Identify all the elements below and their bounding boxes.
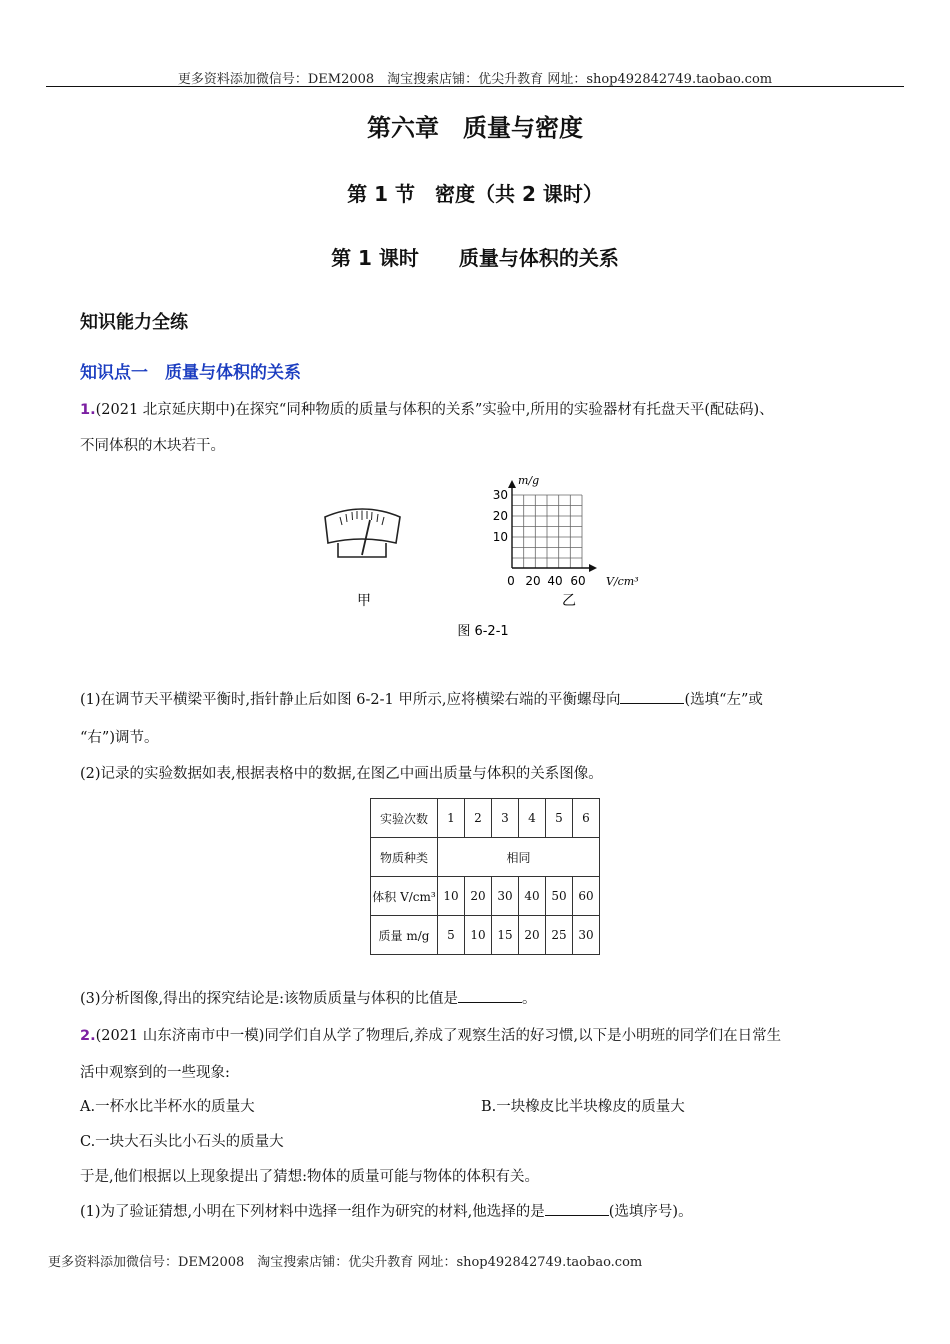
table-cell: 20: [465, 877, 492, 916]
figure-caption: 图 6-2-1: [457, 624, 509, 639]
q2-option-c: C.一块大石头比小石头的质量大: [80, 1134, 284, 1150]
q2-number: 2.: [80, 1028, 96, 1044]
table-cell: 30: [492, 877, 519, 916]
lesson-title: 第 1 课时 质量与体积的关系: [331, 246, 619, 270]
q2-stem-line1: [80, 1024, 781, 1045]
header-divider: [46, 86, 904, 87]
q2-stem-text: (2021 山东济南市中一模)同学们自从学了物理后,养成了观察生活的好习惯,以下是小明班的同学们在日常生: [95, 1028, 782, 1044]
y-axis-label: m/g: [518, 474, 540, 487]
table-cell: 2: [465, 799, 492, 838]
x-tick-0: 0: [507, 574, 515, 588]
chapter-title: 第六章 质量与密度: [367, 114, 583, 142]
table-header-volume: 体积 V/cm³: [371, 877, 438, 916]
table-cell: 3: [492, 799, 519, 838]
table-header-mass: 质量 m/g: [371, 916, 438, 955]
table-cell: 40: [519, 877, 546, 916]
q1-stem-line2: 不同体积的木块若干。: [80, 438, 225, 454]
q1-sub3: [80, 987, 537, 1008]
table-cell: 60: [573, 877, 600, 916]
y-tick-20: 20: [492, 509, 508, 523]
table-cell: 20: [519, 916, 546, 955]
q2-sub1-text-tail: (选填序号)。: [608, 1204, 693, 1220]
section-heading: 知识能力全练: [80, 312, 188, 333]
table-header-substance: 物质种类: [371, 838, 438, 877]
table-cell: 10: [465, 916, 492, 955]
q2-option-a: A.一杯水比半杯水的质量大: [80, 1099, 255, 1115]
x-tick-20: 20: [525, 574, 541, 588]
table-cell: 25: [546, 916, 573, 955]
table-cell: 30: [573, 916, 600, 955]
table-cell: 50: [546, 877, 573, 916]
table-cell: 4: [519, 799, 546, 838]
experiment-data-table: [370, 798, 600, 955]
answer-blank-q1-3[interactable]: [458, 988, 522, 1003]
knowledge-point-heading: 知识点一 质量与体积的关系: [80, 363, 301, 383]
figure-label-jia: 甲: [357, 593, 371, 609]
q2-conjecture: 于是,他们根据以上现象提出了猜想:物体的质量可能与物体的体积有关。: [80, 1169, 539, 1185]
table-cell: 10: [438, 877, 465, 916]
table-row: [371, 877, 600, 916]
y-tick-30: 30: [492, 488, 508, 502]
balance-pointer: [362, 520, 370, 555]
page-footer: 更多资料添加微信号：DEM2008 淘宝搜索店铺：优尖升教育 网址：shop492842749.taobao.com: [48, 1255, 643, 1270]
q2-stem-line2: 活中观察到的一些现象:: [80, 1065, 230, 1081]
table-cell: 6: [573, 799, 600, 838]
table-row: [371, 838, 600, 877]
table-cell: 1: [438, 799, 465, 838]
table-cell: 5: [546, 799, 573, 838]
figure-label-yi: 乙: [562, 593, 576, 609]
table-cell-substance: 相同: [438, 838, 600, 877]
answer-blank-q1-1[interactable]: [620, 689, 684, 704]
figure-6-2-1: [300, 465, 650, 645]
q1-sub1-line2: “右”)调节。: [80, 730, 159, 746]
x-axis-label: V/cm³: [606, 575, 639, 588]
table-header-trial: 实验次数: [371, 799, 438, 838]
q2-sub1-text: (1)为了验证猜想,小明在下列材料中选择一组作为研究的材料,他选择的是: [80, 1204, 545, 1220]
q1-stem-line1: [80, 398, 774, 419]
table-row: [371, 799, 600, 838]
answer-blank-q2-1[interactable]: [545, 1201, 609, 1216]
q2-sub1: [80, 1200, 693, 1221]
q2-option-b: B.一块橡皮比半块橡皮的质量大: [481, 1099, 685, 1115]
q1-sub1-text: (1)在调节天平横梁平衡时,指针静止后如图 6-2-1 甲所示,应将横梁右端的平衡螺母向: [80, 692, 621, 708]
x-tick-60: 60: [570, 574, 586, 588]
y-tick-10: 10: [492, 530, 508, 544]
q1-sub1-text-tail: (选填“左”或: [684, 692, 763, 708]
q1-sub3-text-tail: 。: [522, 991, 537, 1007]
q1-number: 1.: [80, 402, 96, 418]
mass-volume-grid: [493, 474, 639, 609]
q1-sub2: (2)记录的实验数据如表,根据表格中的数据,在图乙中画出质量与体积的关系图像。: [80, 766, 603, 782]
section-title: 第 1 节 密度（共 2 课时）: [347, 182, 603, 206]
q1-sub3-text: (3)分析图像,得出的探究结论是:该物质质量与体积的比值是: [80, 991, 459, 1007]
table-cell: 15: [492, 916, 519, 955]
x-tick-40: 40: [547, 574, 563, 588]
q1-sub1-line1: [80, 688, 763, 709]
page-header: 更多资料添加微信号：DEM2008 淘宝搜索店铺：优尖升教育 网址：shop492842749.taobao.com: [177, 72, 773, 87]
q1-stem-text: (2021 北京延庆期中)在探究“同种物质的质量与体积的关系”实验中,所用的实验器材有托盘天平(配砝码)、: [95, 402, 774, 418]
balance-scale-illustration: [325, 509, 400, 609]
table-row: [371, 916, 600, 955]
table-cell: 5: [438, 916, 465, 955]
